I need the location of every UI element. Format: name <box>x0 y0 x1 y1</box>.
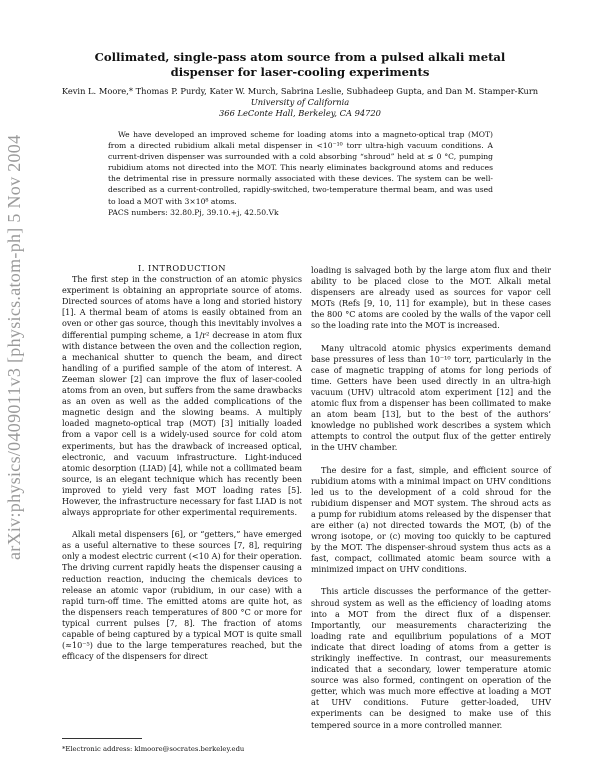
footnote: *Electronic address: klmoore@socrates.berkeley.edu <box>62 745 245 753</box>
section-heading: I. INTRODUCTION <box>137 263 227 273</box>
abstract-text: We have developed an improved scheme for loading atoms into a magneto-optical trap (MOT) from a directed rubidium alkali metal dispenser in <10⁻¹⁰ torr ultra-high vacuum conditions. A current-driven dispenser was surrounded with a cold absorbing “shroud” held at ≤ 0 °C, pumping rubidium atoms not directed into the MOT. This nearly eliminates background atoms and reduces the detrimental rise in pressure normally associated with these devices. The system can be well-described as a current-controlled, rapidly-switched, two-temperature thermal beam, and was used to load a MOT with 3×10⁸ atoms. <box>108 130 493 206</box>
affiliation-address: 366 LeConte Hall, Berkeley, CA 94720 <box>219 108 381 118</box>
author-block <box>40 86 560 119</box>
paragraph: The desire for a fast, simple, and efficient source of rubidium atoms with a minimal impact on UHV conditions led us to the development of a cold shroud for the rubidium dispenser and MOT system. The shroud acts as a pump for rubidium atoms released by the dispenser that are either (a) not directed towards the MOT, (b) of the wrong isotope, or (c) moving too quickly to be captured by the MOT. The dispenser-shroud system thus acts as a fast, compact, collimated atomic beam source with a minimized impact on UHV conditions. <box>311 464 551 575</box>
paper-title: Collimated, single-pass atom source from a pulsed alkali metal dispenser for laser-cooling experiments <box>94 50 506 79</box>
arxiv-identifier: arXiv:physics/0409011v3 [physics.atom-ph] 5 Nov 2004 <box>4 134 24 560</box>
paragraph: The first step in the construction of an atomic physics experiment is obtaining an appropriate source of atoms. Directed sources of atoms have a long and storied history [1]. A thermal beam of atoms is easily obtained from an oven or other gas source, though this inevitably involves a differential pumping scheme, a 1/r² decrease in atom flux with distance between the oven and the collection region, a mechanical shutter to quench the beam, and direct handling of a purified sample of the atom of interest. A Zeeman slower [2] can improve the flux of laser-cooled atoms from an oven, but suffers from the same drawbacks as an oven as well as the added complications of the magnetic design and the slowing beams. A multiply loaded magneto-optical trap (MOT) [3] initially loaded from a vapor cell is a widely-used source for cold atom experiments, but has the drawback of increased optical, electronic, and vacuum infrastructure. Light-induced atomic desorption (LIAD) [4], while not a collimated beam source, is an elegant technique which has recently been improved to yield very fast MOT loading rates [5]. However, the infrastructure necessary for fast LIAD is not always appropriate for other experimental requirements. <box>62 274 303 518</box>
affiliation-university: University of California <box>250 97 350 107</box>
footnote-divider <box>62 738 142 739</box>
paragraph: loading is salvaged both by the large atom flux and their ability to be placed close to the MOT. Alkali metal dispensers are already used as sources for vapor cell MOTs (Refs [9, 10, 11] for example), but in these cases the 800 °C atoms are cooled by the walls of the vapor cell so the loading rate into the MOT is increased. <box>311 265 551 331</box>
paragraph: Many ultracold atomic physics experiments demand base pressures of less than 10⁻¹⁰ torr, particularly in the case of magnetic trapping of atoms for long periods of time. Getters have been used directly in an ultra-high vacuum (UHV) ultracold atom experiment [12] and the atomic flux from a dispenser has been collimated to make an atom beam [13], but to the best of the authors’ knowledge no published work describes a system which attempts to control the output flux of the getter entirely in the UHV chamber. <box>311 342 551 453</box>
abstract <box>108 129 493 207</box>
paragraph: This article discusses the performance of the getter-shroud system as well as the efficiency of loading atoms into a MOT from the direct flux of a dispenser. Importantly, our measurements characterizing the loading rate and equilibrium populations of a MOT indicate that direct loading of atoms from a getter is strikingly ineffective. In contrast, our measurements indicated that a secondary, lower temperature atomic source was also formed, contingent on operation of the getter, which was much more effective at loading a MOT at UHV conditions. Future getter-loaded, UHV experiments can be designed to make use of this tempered source in a more controlled manner. <box>311 586 551 730</box>
left-column <box>62 263 302 662</box>
right-column <box>311 265 551 731</box>
author-list: Kevin L. Moore,* Thomas P. Purdy, Kater W. Murch, Sabrina Leslie, Subhadeep Gupta, and Dan M. Stamper-Kurn <box>61 86 539 96</box>
pacs-numbers: PACS numbers: 32.80.Pj, 39.10.+j, 42.50.Vk <box>108 208 279 217</box>
paragraph: Alkali metal dispensers [6], or “getters,” have emerged as a useful alternative to these sources [7, 8], requiring only a modest electric current (<10 A) for their operation. The driving current rapidly heats the dispenser causing a reduction reaction, inducing the chemicals devices to release an atomic vapor (rubidium, in our case) with a rapid turn-off time. The emitted atoms are quite hot, as the dispensers reach temperatures of 800 °C or more for typical current pulses [7, 8]. The fraction of atoms capable of being captured by a typical MOT is quite small (≈10⁻⁵) due to the large temperatures reached, but the efficacy of the dispensers for direct <box>62 529 302 662</box>
